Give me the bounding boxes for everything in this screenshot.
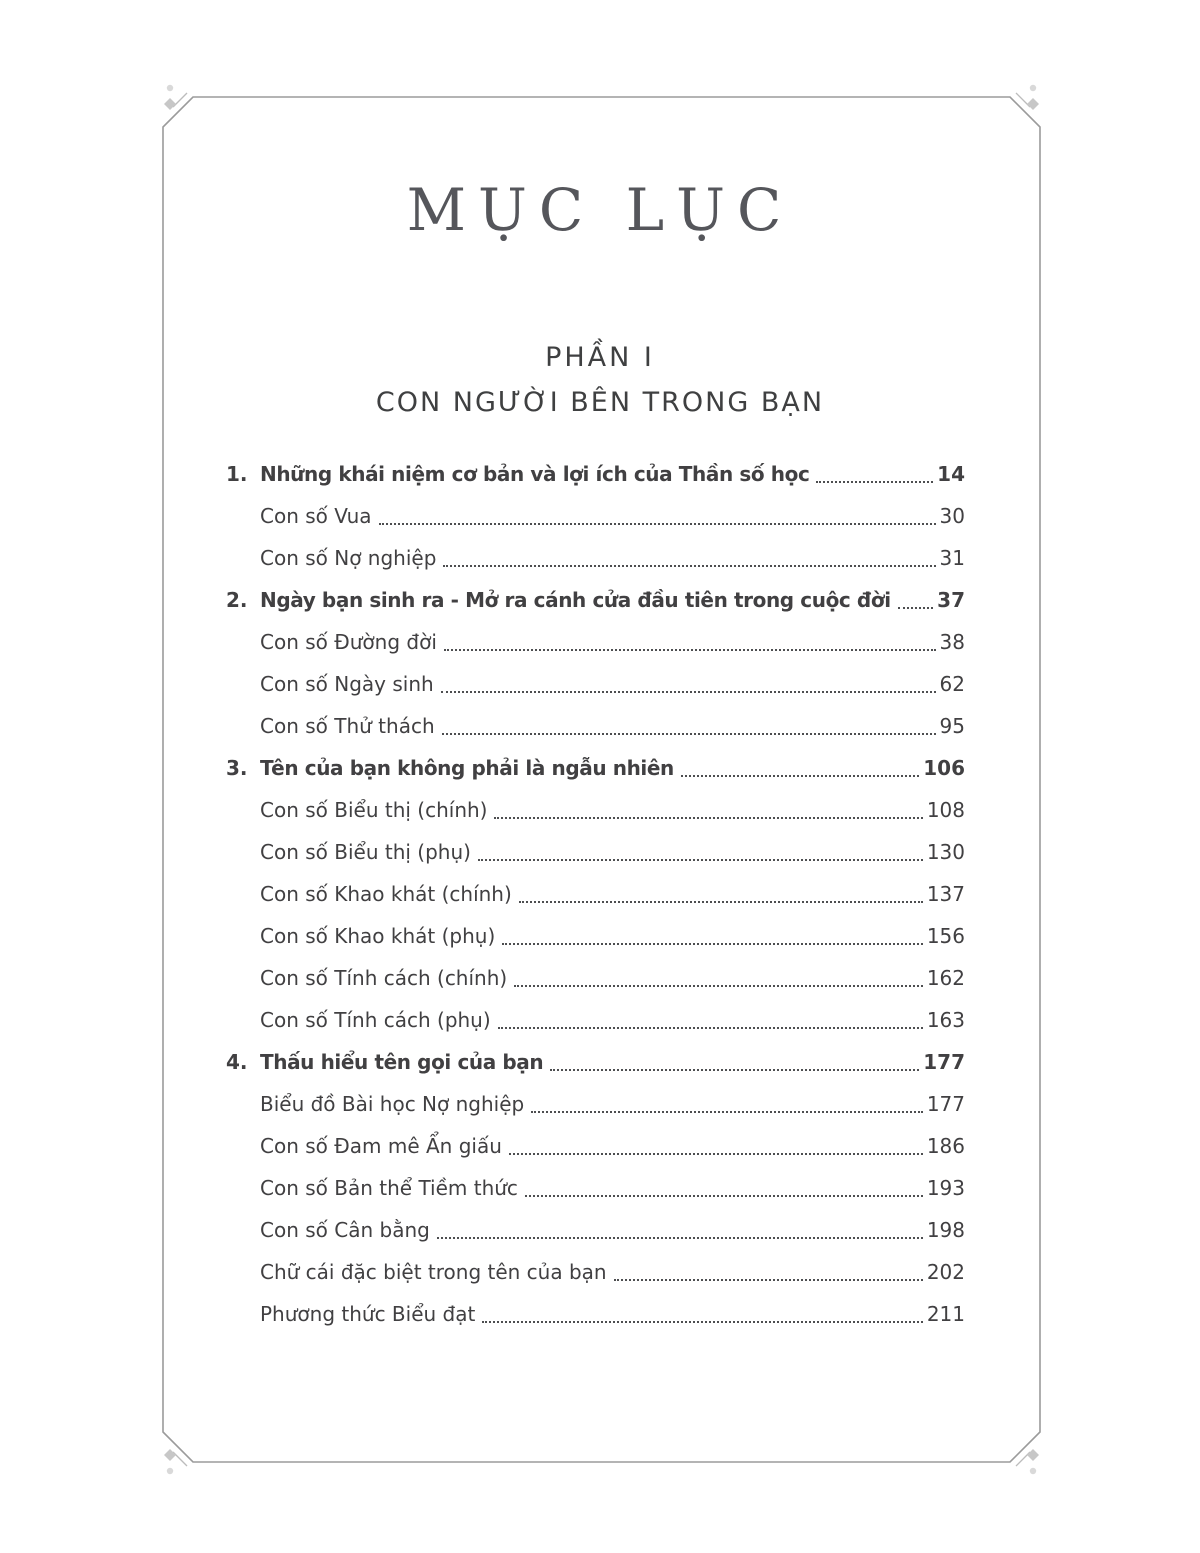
toc-entry-number [226, 670, 260, 698]
toc-entry-number [226, 544, 260, 572]
toc-entry-label: Chữ cái đặc biệt trong tên của bạn [260, 1260, 607, 1284]
toc-entry-label: Con số Đam mê Ẩn giấu [260, 1134, 502, 1158]
toc-entry-label: Con số Khao khát (chính) [260, 882, 512, 906]
toc-entry-page: 14 [937, 462, 965, 486]
toc-entry-label: Con số Bản thể Tiềm thức [260, 1176, 518, 1200]
toc-sub-row [226, 1006, 965, 1034]
toc-entry-number [226, 502, 260, 530]
toc-entry-label: Biểu đồ Bài học Nợ nghiệp [260, 1092, 525, 1116]
toc-entry-page: 198 [926, 1218, 965, 1242]
toc-entry-page: 95 [939, 714, 965, 738]
toc-entry-number [226, 838, 260, 866]
dot-leader [509, 1132, 923, 1155]
dot-leader [444, 628, 936, 651]
toc-entry-page: 202 [926, 1260, 965, 1284]
toc-entry-page: 106 [923, 756, 965, 780]
dot-leader [437, 1216, 923, 1239]
toc-entry-label: Thấu hiểu tên gọi của bạn [260, 1050, 544, 1074]
toc-entry-label: Con số Ngày sinh [260, 672, 434, 696]
part-label: PHẦN I [545, 342, 655, 373]
dot-leader [531, 1090, 923, 1113]
dot-leader [816, 460, 933, 483]
toc-sub-row [226, 880, 965, 908]
toc-entry-number [226, 1132, 260, 1160]
toc-entry-label: Tên của bạn không phải là ngẫu nhiên [260, 756, 674, 780]
toc-entry-label: Con số Cân bằng [260, 1218, 430, 1242]
toc-chapter-row [226, 1048, 965, 1076]
toc-chapter-row [226, 754, 965, 782]
dot-leader [441, 670, 936, 693]
toc-entry-number [226, 1216, 260, 1244]
toc-entry-label: Ngày bạn sinh ra - Mở ra cánh cửa đầu tiên trong cuộc đời [260, 588, 891, 612]
toc-entry-number [226, 922, 260, 950]
toc-sub-row [226, 670, 965, 698]
toc-entry-number [226, 1174, 260, 1202]
toc-entry-page: 177 [923, 1050, 965, 1074]
toc-sub-row [226, 796, 965, 824]
toc-sub-row [226, 1258, 965, 1286]
toc-sub-row [226, 1090, 965, 1118]
toc-sub-row [226, 964, 965, 992]
dot-leader [379, 502, 936, 525]
toc-sub-row [226, 1132, 965, 1160]
toc-sub-row [226, 544, 965, 572]
toc-entry-page: 38 [939, 630, 965, 654]
toc-chapter-row [226, 460, 965, 488]
toc-sub-row [226, 712, 965, 740]
toc-entry-label: Con số Thử thách [260, 714, 435, 738]
toc-entry-page: 30 [939, 504, 965, 528]
toc-entry-page: 162 [926, 966, 965, 990]
dot-leader [494, 796, 922, 819]
page-title: MỤC LỤC [406, 176, 794, 244]
toc-entry-page: 108 [926, 798, 965, 822]
toc-entry-page: 31 [939, 546, 965, 570]
toc-entry-number [226, 1258, 260, 1286]
toc-entry-label: Con số Tính cách (phụ) [260, 1008, 491, 1032]
toc-entry-number [226, 796, 260, 824]
toc-entry-page: 62 [939, 672, 965, 696]
part-heading [0, 342, 1200, 418]
dot-leader [498, 1006, 923, 1029]
toc-entry-label: Con số Vua [260, 504, 372, 528]
dot-leader [514, 964, 923, 987]
toc-list [226, 460, 965, 1328]
toc-entry-number: 1. [226, 462, 248, 486]
dot-leader [443, 544, 935, 567]
toc-entry-number: 4. [226, 1050, 248, 1074]
dot-leader [482, 1300, 922, 1323]
toc-entry-number: 2. [226, 588, 248, 612]
toc-entry-label: Con số Nợ nghiệp [260, 546, 437, 570]
toc-entry-number [226, 1006, 260, 1034]
dot-leader [681, 754, 919, 777]
toc-sub-row [226, 1174, 965, 1202]
toc-entry-number [226, 628, 260, 656]
toc-entry-label: Con số Biểu thị (chính) [260, 798, 488, 822]
toc-entry-label: Con số Biểu thị (phụ) [260, 840, 471, 864]
toc-entry-page: 37 [937, 588, 965, 612]
toc-sub-row [226, 838, 965, 866]
toc-entry-label: Con số Tính cách (chính) [260, 966, 508, 990]
toc-sub-row [226, 502, 965, 530]
toc-entry-number [226, 712, 260, 740]
dot-leader [442, 712, 936, 735]
toc-entry-label: Con số Khao khát (phụ) [260, 924, 496, 948]
toc-entry-number [226, 880, 260, 908]
toc-sub-row [226, 922, 965, 950]
toc-sub-row [226, 1216, 965, 1244]
part-title: CON NGƯỜI BÊN TRONG BẠN [375, 387, 825, 418]
toc-entry-number [226, 964, 260, 992]
toc-entry-label: Con số Đường đời [260, 630, 437, 654]
dot-leader [519, 880, 923, 903]
dot-leader [550, 1048, 919, 1071]
toc-entry-number [226, 1090, 260, 1118]
toc-entry-page: 137 [926, 882, 965, 906]
dot-leader [898, 586, 934, 609]
toc-entry-page: 193 [926, 1176, 965, 1200]
toc-entry-number [226, 1300, 260, 1328]
toc-entry-number: 3. [226, 756, 248, 780]
dot-leader [502, 922, 923, 945]
toc-sub-row [226, 1300, 965, 1328]
toc-chapter-row [226, 586, 965, 614]
dot-leader [614, 1258, 923, 1281]
toc-entry-label: Phương thức Biểu đạt [260, 1302, 476, 1326]
toc-entry-label: Những khái niệm cơ bản và lợi ích của Thần số học [260, 462, 810, 486]
toc-entry-page: 211 [926, 1302, 965, 1326]
toc-sub-row [226, 628, 965, 656]
toc-entry-page: 163 [926, 1008, 965, 1032]
toc-entry-page: 186 [926, 1134, 965, 1158]
toc-entry-page: 130 [926, 840, 965, 864]
dot-leader [478, 838, 923, 861]
toc-entry-page: 177 [926, 1092, 965, 1116]
toc-entry-page: 156 [926, 924, 965, 948]
dot-leader [525, 1174, 923, 1197]
